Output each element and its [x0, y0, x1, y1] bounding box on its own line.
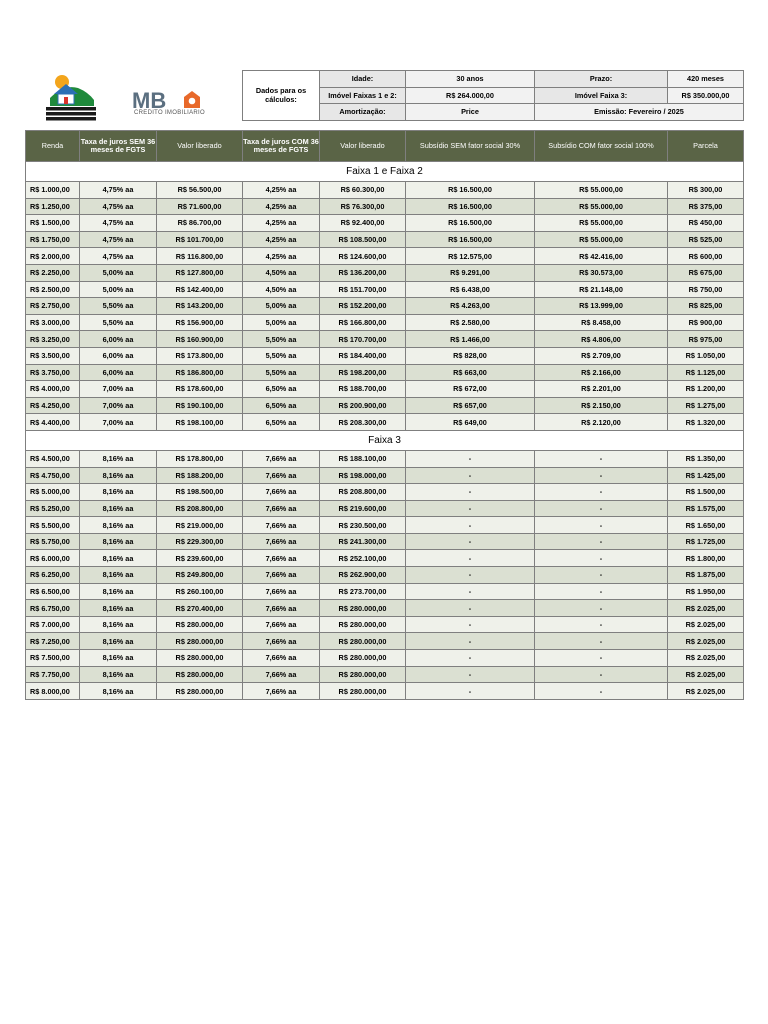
taxa-sem-cell: 7,00% aa [80, 397, 157, 414]
imovel-faixas-1-2-value: R$ 264.000,00 [406, 87, 535, 104]
subsidio-com-cell: - [535, 683, 668, 700]
subsidio-sem-cell: - [406, 550, 535, 567]
subsidio-sem-cell: R$ 16.500,00 [406, 215, 535, 232]
taxa-com-cell: 7,66% aa [243, 533, 320, 550]
valor-liberado-com-cell: R$ 124.600,00 [320, 248, 406, 265]
table-row [26, 298, 744, 315]
subsidio-com-cell: - [535, 567, 668, 584]
idade-label: Idade: [320, 71, 406, 88]
subsidio-com-cell: - [535, 517, 668, 534]
parcela-cell: R$ 1.425,00 [668, 467, 744, 484]
valor-liberado-sem-cell: R$ 178.600,00 [157, 381, 243, 398]
table-row [26, 215, 744, 232]
parcela-cell: R$ 900,00 [668, 314, 744, 331]
valor-liberado-sem-cell: R$ 280.000,00 [157, 650, 243, 667]
renda-cell: R$ 7.000,00 [26, 616, 80, 633]
taxa-com-cell: 4,25% aa [243, 248, 320, 265]
subsidio-sem-cell: - [406, 450, 535, 467]
taxa-sem-cell: 8,16% aa [80, 683, 157, 700]
table-row [26, 364, 744, 381]
valor-liberado-com-cell: R$ 92.400,00 [320, 215, 406, 232]
renda-cell: R$ 2.000,00 [26, 248, 80, 265]
subsidio-sem-cell: - [406, 600, 535, 617]
subsidio-sem-cell: R$ 4.263,00 [406, 298, 535, 315]
renda-cell: R$ 5.250,00 [26, 500, 80, 517]
parcela-cell: R$ 1.575,00 [668, 500, 744, 517]
taxa-com-cell: 7,66% aa [243, 633, 320, 650]
parcela-cell: R$ 1.500,00 [668, 484, 744, 501]
subsidio-com-cell: - [535, 484, 668, 501]
subsidio-sem-cell: - [406, 633, 535, 650]
table-row [26, 533, 744, 550]
header-subsidio-sem-fator: Subsídio SEM fator social 30% [406, 131, 535, 162]
table-row [26, 414, 744, 431]
valor-liberado-com-cell: R$ 280.000,00 [320, 600, 406, 617]
renda-cell: R$ 3.750,00 [26, 364, 80, 381]
parcela-cell: R$ 1.725,00 [668, 533, 744, 550]
valor-liberado-sem-cell: R$ 173.800,00 [157, 347, 243, 364]
header-taxa-com-fgts: Taxa de juros COM 36 meses de FGTS [243, 131, 320, 162]
renda-cell: R$ 1.250,00 [26, 198, 80, 215]
taxa-com-cell: 7,66% aa [243, 650, 320, 667]
parcela-cell: R$ 2.025,00 [668, 600, 744, 617]
valor-liberado-com-cell: R$ 273.700,00 [320, 583, 406, 600]
valor-liberado-com-cell: R$ 188.100,00 [320, 450, 406, 467]
taxa-sem-cell: 8,16% aa [80, 650, 157, 667]
table-row [26, 500, 744, 517]
subsidio-com-cell: - [535, 583, 668, 600]
taxa-sem-cell: 7,00% aa [80, 414, 157, 431]
parcela-cell: R$ 300,00 [668, 182, 744, 199]
header-valor-liberado-com: Valor liberado [320, 131, 406, 162]
valor-liberado-com-cell: R$ 188.700,00 [320, 381, 406, 398]
valor-liberado-com-cell: R$ 198.200,00 [320, 364, 406, 381]
valor-liberado-sem-cell: R$ 239.600,00 [157, 550, 243, 567]
subsidio-com-cell: - [535, 533, 668, 550]
valor-liberado-sem-cell: R$ 198.100,00 [157, 414, 243, 431]
taxa-sem-cell: 8,16% aa [80, 600, 157, 617]
parcela-cell: R$ 1.800,00 [668, 550, 744, 567]
amortizacao-label: Amortização: [320, 104, 406, 121]
taxa-sem-cell: 8,16% aa [80, 467, 157, 484]
valor-liberado-com-cell: R$ 76.300,00 [320, 198, 406, 215]
renda-cell: R$ 4.500,00 [26, 450, 80, 467]
subsidio-com-cell: R$ 2.166,00 [535, 364, 668, 381]
taxa-com-cell: 5,50% aa [243, 347, 320, 364]
parcela-cell: R$ 975,00 [668, 331, 744, 348]
section-title-faixa-3: Faixa 3 [26, 430, 744, 450]
taxa-sem-cell: 8,16% aa [80, 533, 157, 550]
taxa-sem-cell: 8,16% aa [80, 633, 157, 650]
taxa-sem-cell: 8,16% aa [80, 616, 157, 633]
valor-liberado-sem-cell: R$ 156.900,00 [157, 314, 243, 331]
taxa-sem-cell: 8,16% aa [80, 567, 157, 584]
taxa-com-cell: 6,50% aa [243, 381, 320, 398]
header-subsidio-com-fator: Subsídio COM fator social 100% [535, 131, 668, 162]
valor-liberado-sem-cell: R$ 208.800,00 [157, 500, 243, 517]
parcela-cell: R$ 600,00 [668, 248, 744, 265]
parcela-cell: R$ 1.650,00 [668, 517, 744, 534]
renda-cell: R$ 1.500,00 [26, 215, 80, 232]
table-row [26, 650, 744, 667]
header-parcela: Parcela [668, 131, 744, 162]
valor-liberado-sem-cell: R$ 101.700,00 [157, 231, 243, 248]
table-row [26, 397, 744, 414]
table-row [26, 666, 744, 683]
parcela-cell: R$ 1.200,00 [668, 381, 744, 398]
subsidio-sem-cell: - [406, 467, 535, 484]
taxa-com-cell: 7,66% aa [243, 583, 320, 600]
valor-liberado-com-cell: R$ 200.900,00 [320, 397, 406, 414]
taxa-com-cell: 4,50% aa [243, 264, 320, 281]
renda-cell: R$ 1.000,00 [26, 182, 80, 199]
renda-cell: R$ 3.250,00 [26, 331, 80, 348]
parcela-cell: R$ 825,00 [668, 298, 744, 315]
taxa-sem-cell: 8,16% aa [80, 666, 157, 683]
taxa-sem-cell: 5,50% aa [80, 314, 157, 331]
valor-liberado-com-cell: R$ 166.800,00 [320, 314, 406, 331]
valor-liberado-sem-cell: R$ 280.000,00 [157, 616, 243, 633]
valor-liberado-com-cell: R$ 170.700,00 [320, 331, 406, 348]
renda-cell: R$ 2.500,00 [26, 281, 80, 298]
subsidio-sem-cell: R$ 2.580,00 [406, 314, 535, 331]
taxa-com-cell: 5,00% aa [243, 298, 320, 315]
valor-liberado-sem-cell: R$ 190.100,00 [157, 397, 243, 414]
valor-liberado-com-cell: R$ 208.800,00 [320, 484, 406, 501]
renda-cell: R$ 6.250,00 [26, 567, 80, 584]
valor-liberado-sem-cell: R$ 188.200,00 [157, 467, 243, 484]
parcela-cell: R$ 1.275,00 [668, 397, 744, 414]
table-row [26, 231, 744, 248]
subsidio-sem-cell: - [406, 517, 535, 534]
valor-liberado-com-cell: R$ 184.400,00 [320, 347, 406, 364]
table-row [26, 450, 744, 467]
subsidio-com-cell: - [535, 550, 668, 567]
subsidio-com-cell: - [535, 500, 668, 517]
renda-cell: R$ 6.750,00 [26, 600, 80, 617]
parcela-cell: R$ 2.025,00 [668, 633, 744, 650]
table-row [26, 281, 744, 298]
parcela-cell: R$ 750,00 [668, 281, 744, 298]
subsidio-com-cell: R$ 2.201,00 [535, 381, 668, 398]
subsidio-sem-cell: R$ 16.500,00 [406, 198, 535, 215]
valor-liberado-com-cell: R$ 262.900,00 [320, 567, 406, 584]
renda-cell: R$ 2.750,00 [26, 298, 80, 315]
prazo-value: 420 meses [668, 71, 744, 88]
idade-value: 30 anos [406, 71, 535, 88]
taxa-com-cell: 7,66% aa [243, 567, 320, 584]
parcela-cell: R$ 1.950,00 [668, 583, 744, 600]
valor-liberado-sem-cell: R$ 270.400,00 [157, 600, 243, 617]
table-row [26, 517, 744, 534]
taxa-sem-cell: 6,00% aa [80, 364, 157, 381]
valor-liberado-com-cell: R$ 280.000,00 [320, 666, 406, 683]
subsidio-sem-cell: R$ 828,00 [406, 347, 535, 364]
taxa-com-cell: 7,66% aa [243, 467, 320, 484]
renda-cell: R$ 2.250,00 [26, 264, 80, 281]
subsidio-com-cell: R$ 2.709,00 [535, 347, 668, 364]
subsidio-com-cell: R$ 42.416,00 [535, 248, 668, 265]
subsidio-com-cell: R$ 2.150,00 [535, 397, 668, 414]
taxa-sem-cell: 5,00% aa [80, 281, 157, 298]
taxa-sem-cell: 4,75% aa [80, 248, 157, 265]
renda-cell: R$ 5.000,00 [26, 484, 80, 501]
taxa-com-cell: 7,66% aa [243, 450, 320, 467]
valor-liberado-com-cell: R$ 198.000,00 [320, 467, 406, 484]
renda-cell: R$ 3.500,00 [26, 347, 80, 364]
valor-liberado-sem-cell: R$ 280.000,00 [157, 633, 243, 650]
subsidio-sem-cell: R$ 663,00 [406, 364, 535, 381]
header-valor-liberado-sem: Valor liberado [157, 131, 243, 162]
valor-liberado-com-cell: R$ 208.300,00 [320, 414, 406, 431]
taxa-sem-cell: 5,00% aa [80, 264, 157, 281]
prazo-label: Prazo: [535, 71, 668, 88]
subsidio-com-cell: R$ 21.148,00 [535, 281, 668, 298]
taxa-com-cell: 5,50% aa [243, 364, 320, 381]
taxa-sem-cell: 4,75% aa [80, 182, 157, 199]
renda-cell: R$ 1.750,00 [26, 231, 80, 248]
valor-liberado-sem-cell: R$ 127.800,00 [157, 264, 243, 281]
valor-liberado-com-cell: R$ 280.000,00 [320, 616, 406, 633]
taxa-com-cell: 7,66% aa [243, 683, 320, 700]
table-row [26, 683, 744, 700]
header-taxa-sem-fgts: Taxa de juros SEM 36 meses de FGTS [80, 131, 157, 162]
parcela-cell: R$ 1.350,00 [668, 450, 744, 467]
parcela-cell: R$ 2.025,00 [668, 683, 744, 700]
subsidio-com-cell: - [535, 650, 668, 667]
subsidio-sem-cell: - [406, 500, 535, 517]
taxa-com-cell: 7,66% aa [243, 666, 320, 683]
subsidio-com-cell: - [535, 600, 668, 617]
subsidio-sem-cell: - [406, 666, 535, 683]
taxa-sem-cell: 4,75% aa [80, 215, 157, 232]
subsidio-com-cell: - [535, 616, 668, 633]
table-row [26, 381, 744, 398]
table-row [26, 331, 744, 348]
valor-liberado-sem-cell: R$ 249.800,00 [157, 567, 243, 584]
valor-liberado-sem-cell: R$ 229.300,00 [157, 533, 243, 550]
valor-liberado-com-cell: R$ 280.000,00 [320, 650, 406, 667]
renda-cell: R$ 4.250,00 [26, 397, 80, 414]
table-row [26, 633, 744, 650]
table-row [26, 583, 744, 600]
financing-simulation-table [25, 130, 744, 700]
subsidio-sem-cell: R$ 9.291,00 [406, 264, 535, 281]
svg-text:MB: MB [132, 88, 167, 113]
taxa-sem-cell: 8,16% aa [80, 517, 157, 534]
valor-liberado-com-cell: R$ 60.300,00 [320, 182, 406, 199]
taxa-sem-cell: 8,16% aa [80, 583, 157, 600]
table-row [26, 467, 744, 484]
renda-cell: R$ 7.250,00 [26, 633, 80, 650]
subsidio-sem-cell: R$ 1.466,00 [406, 331, 535, 348]
taxa-com-cell: 6,50% aa [243, 414, 320, 431]
valor-liberado-sem-cell: R$ 160.900,00 [157, 331, 243, 348]
table-row [26, 600, 744, 617]
valor-liberado-sem-cell: R$ 116.800,00 [157, 248, 243, 265]
taxa-sem-cell: 4,75% aa [80, 198, 157, 215]
subsidio-sem-cell: - [406, 650, 535, 667]
valor-liberado-sem-cell: R$ 143.200,00 [157, 298, 243, 315]
table-row [26, 314, 744, 331]
subsidio-com-cell: R$ 30.573,00 [535, 264, 668, 281]
subsidio-sem-cell: - [406, 616, 535, 633]
valor-liberado-sem-cell: R$ 56.500,00 [157, 182, 243, 199]
subsidio-sem-cell: R$ 649,00 [406, 414, 535, 431]
subsidio-sem-cell: R$ 672,00 [406, 381, 535, 398]
taxa-com-cell: 7,66% aa [243, 500, 320, 517]
renda-cell: R$ 5.500,00 [26, 517, 80, 534]
parcela-cell: R$ 525,00 [668, 231, 744, 248]
taxa-com-cell: 7,66% aa [243, 550, 320, 567]
taxa-com-cell: 7,66% aa [243, 616, 320, 633]
renda-cell: R$ 7.750,00 [26, 666, 80, 683]
subsidio-com-cell: R$ 4.806,00 [535, 331, 668, 348]
taxa-sem-cell: 6,00% aa [80, 331, 157, 348]
valor-liberado-sem-cell: R$ 198.500,00 [157, 484, 243, 501]
taxa-sem-cell: 8,16% aa [80, 550, 157, 567]
subsidio-com-cell: - [535, 633, 668, 650]
table-row [26, 248, 744, 265]
valor-liberado-sem-cell: R$ 219.000,00 [157, 517, 243, 534]
valor-liberado-com-cell: R$ 252.100,00 [320, 550, 406, 567]
taxa-com-cell: 6,50% aa [243, 397, 320, 414]
table-row [26, 264, 744, 281]
renda-cell: R$ 8.000,00 [26, 683, 80, 700]
table-body [26, 162, 744, 700]
subsidio-com-cell: R$ 8.458,00 [535, 314, 668, 331]
taxa-com-cell: 7,66% aa [243, 600, 320, 617]
parcela-cell: R$ 450,00 [668, 215, 744, 232]
taxa-com-cell: 4,25% aa [243, 198, 320, 215]
valor-liberado-sem-cell: R$ 71.600,00 [157, 198, 243, 215]
taxa-sem-cell: 5,50% aa [80, 298, 157, 315]
renda-cell: R$ 4.400,00 [26, 414, 80, 431]
subsidio-sem-cell: R$ 657,00 [406, 397, 535, 414]
valor-liberado-sem-cell: R$ 86.700,00 [157, 215, 243, 232]
renda-cell: R$ 7.500,00 [26, 650, 80, 667]
valor-liberado-com-cell: R$ 280.000,00 [320, 633, 406, 650]
parcela-cell: R$ 675,00 [668, 264, 744, 281]
subsidio-com-cell: R$ 55.000,00 [535, 215, 668, 232]
imovel-faixas-1-2-label: Imóvel Faixas 1 e 2: [320, 87, 406, 104]
valor-liberado-com-cell: R$ 136.200,00 [320, 264, 406, 281]
table-row [26, 347, 744, 364]
valor-liberado-com-cell: R$ 241.300,00 [320, 533, 406, 550]
mb-logo-subtitle: CREDITO IMOBILIARIO [134, 110, 205, 116]
taxa-sem-cell: 4,75% aa [80, 231, 157, 248]
taxa-sem-cell: 8,16% aa [80, 500, 157, 517]
calculation-parameters-table [242, 70, 744, 121]
parcela-cell: R$ 375,00 [668, 198, 744, 215]
valor-liberado-com-cell: R$ 219.600,00 [320, 500, 406, 517]
renda-cell: R$ 5.750,00 [26, 533, 80, 550]
parcela-cell: R$ 1.875,00 [668, 567, 744, 584]
subsidio-sem-cell: R$ 16.500,00 [406, 231, 535, 248]
parcela-cell: R$ 2.025,00 [668, 650, 744, 667]
subsidio-sem-cell: R$ 6.438,00 [406, 281, 535, 298]
subsidio-com-cell: R$ 2.120,00 [535, 414, 668, 431]
taxa-com-cell: 4,25% aa [243, 231, 320, 248]
renda-cell: R$ 6.000,00 [26, 550, 80, 567]
subsidio-sem-cell: - [406, 484, 535, 501]
renda-cell: R$ 4.750,00 [26, 467, 80, 484]
taxa-com-cell: 5,50% aa [243, 331, 320, 348]
subsidio-sem-cell: - [406, 533, 535, 550]
parcela-cell: R$ 2.025,00 [668, 616, 744, 633]
table-row [26, 198, 744, 215]
valor-liberado-com-cell: R$ 230.500,00 [320, 517, 406, 534]
subsidio-com-cell: R$ 55.000,00 [535, 182, 668, 199]
valor-liberado-sem-cell: R$ 186.800,00 [157, 364, 243, 381]
imovel-faixa-3-value: R$ 350.000,00 [668, 87, 744, 104]
valor-liberado-sem-cell: R$ 280.000,00 [157, 683, 243, 700]
taxa-com-cell: 5,00% aa [243, 314, 320, 331]
header-renda: Renda [26, 131, 80, 162]
subsidio-sem-cell: - [406, 683, 535, 700]
taxa-com-cell: 4,25% aa [243, 182, 320, 199]
emissao-date: Emissão: Fevereiro / 2025 [535, 104, 744, 121]
amortizacao-value: Price [406, 104, 535, 121]
dados-label: Dados para os cálculos: [243, 71, 320, 121]
subsidio-com-cell: R$ 55.000,00 [535, 198, 668, 215]
parcela-cell: R$ 1.050,00 [668, 347, 744, 364]
taxa-sem-cell: 8,16% aa [80, 484, 157, 501]
table-row [26, 616, 744, 633]
table-row [26, 484, 744, 501]
minha-casa-minha-vida-logo [44, 74, 98, 122]
subsidio-com-cell: R$ 55.000,00 [535, 231, 668, 248]
subsidio-sem-cell: R$ 16.500,00 [406, 182, 535, 199]
table-row [26, 182, 744, 199]
renda-cell: R$ 4.000,00 [26, 381, 80, 398]
taxa-com-cell: 7,66% aa [243, 517, 320, 534]
valor-liberado-com-cell: R$ 152.200,00 [320, 298, 406, 315]
taxa-com-cell: 4,50% aa [243, 281, 320, 298]
renda-cell: R$ 6.500,00 [26, 583, 80, 600]
subsidio-com-cell: R$ 13.999,00 [535, 298, 668, 315]
valor-liberado-com-cell: R$ 280.000,00 [320, 683, 406, 700]
taxa-sem-cell: 6,00% aa [80, 347, 157, 364]
table-row [26, 567, 744, 584]
subsidio-sem-cell: R$ 12.575,00 [406, 248, 535, 265]
taxa-com-cell: 4,25% aa [243, 215, 320, 232]
valor-liberado-sem-cell: R$ 178.800,00 [157, 450, 243, 467]
parcela-cell: R$ 1.125,00 [668, 364, 744, 381]
taxa-sem-cell: 7,00% aa [80, 381, 157, 398]
valor-liberado-com-cell: R$ 151.700,00 [320, 281, 406, 298]
valor-liberado-sem-cell: R$ 142.400,00 [157, 281, 243, 298]
taxa-sem-cell: 8,16% aa [80, 450, 157, 467]
section-title-faixa-1-2: Faixa 1 e Faixa 2 [26, 162, 744, 182]
taxa-com-cell: 7,66% aa [243, 484, 320, 501]
parcela-cell: R$ 1.320,00 [668, 414, 744, 431]
imovel-faixa-3-label: Imóvel Faixa 3: [535, 87, 668, 104]
valor-liberado-com-cell: R$ 108.500,00 [320, 231, 406, 248]
subsidio-com-cell: - [535, 467, 668, 484]
renda-cell: R$ 3.000,00 [26, 314, 80, 331]
subsidio-sem-cell: - [406, 567, 535, 584]
parcela-cell: R$ 2.025,00 [668, 666, 744, 683]
subsidio-sem-cell: - [406, 583, 535, 600]
subsidio-com-cell: - [535, 450, 668, 467]
valor-liberado-sem-cell: R$ 280.000,00 [157, 666, 243, 683]
subsidio-com-cell: - [535, 666, 668, 683]
valor-liberado-sem-cell: R$ 260.100,00 [157, 583, 243, 600]
table-row [26, 550, 744, 567]
